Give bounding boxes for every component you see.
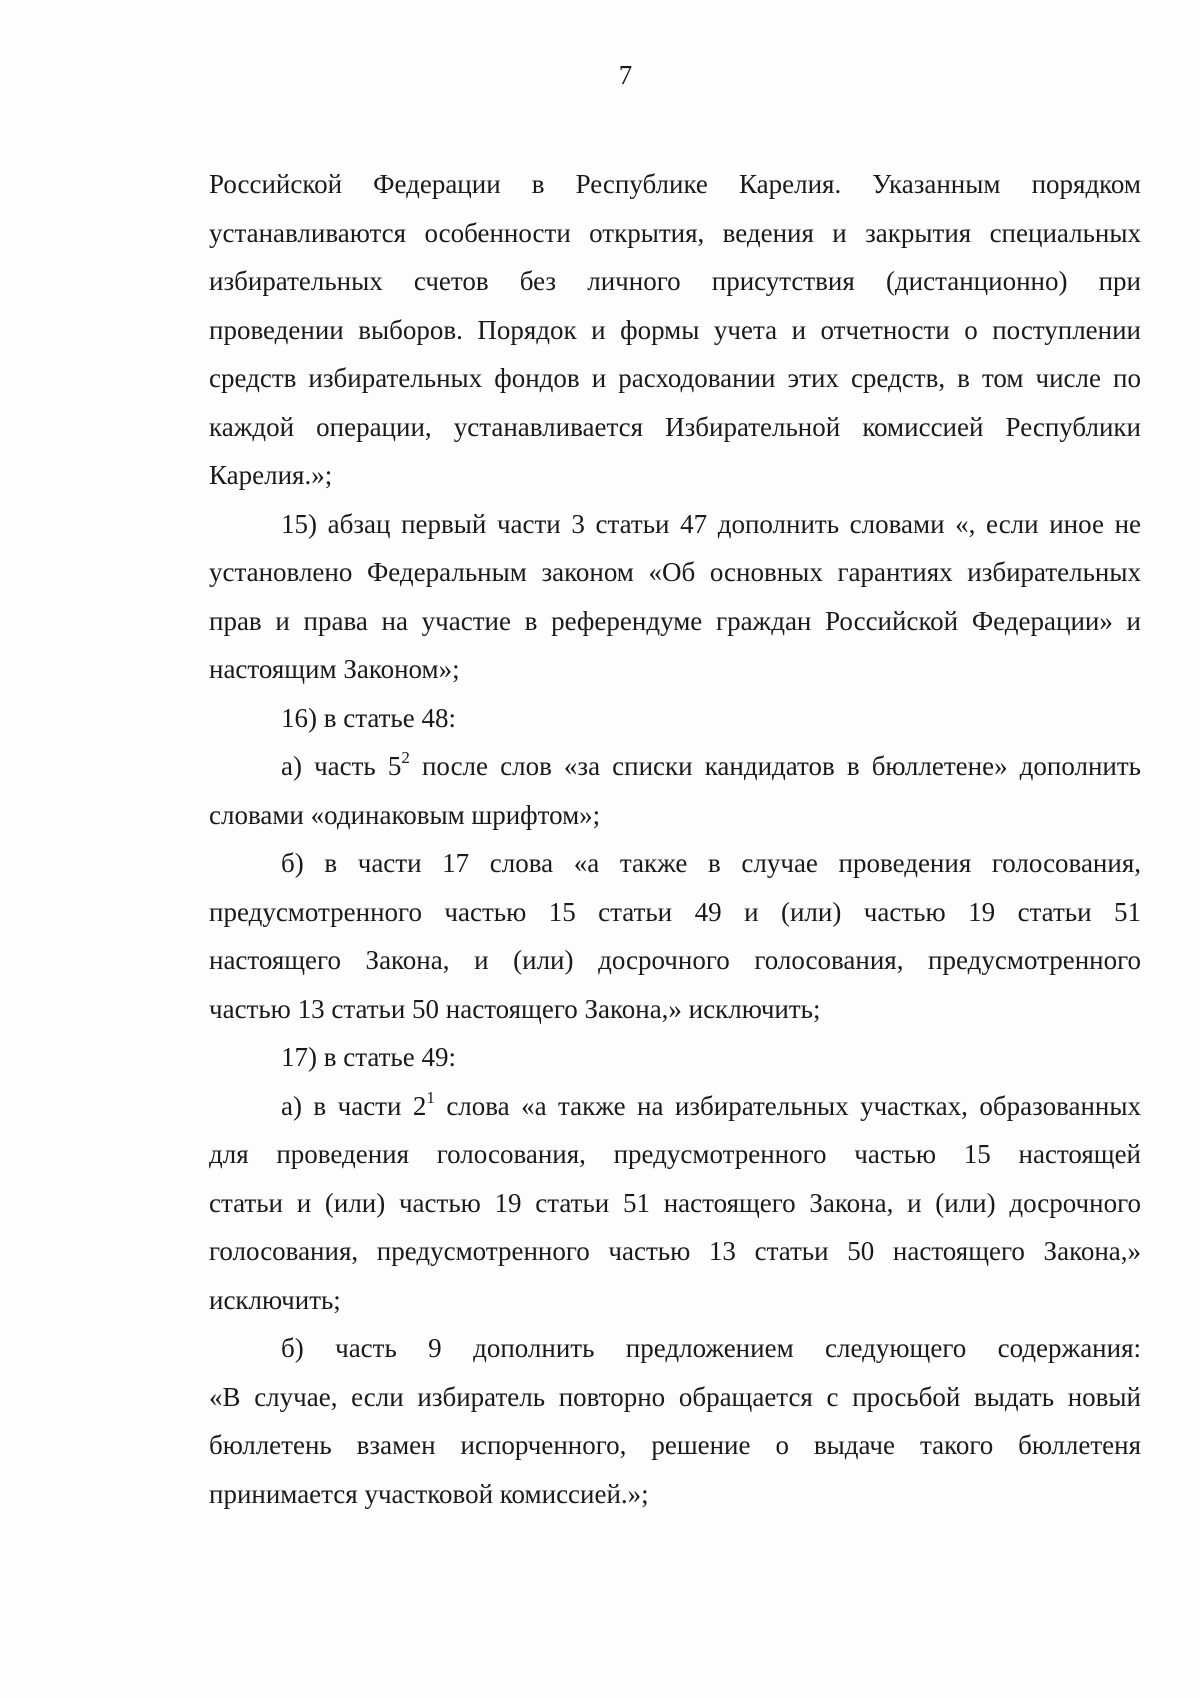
text-line <box>209 1082 1141 1131</box>
text-fragment: слова «а также на избирательных участках, образованных <box>434 1090 1141 1121</box>
text-line: предусмотренного частью 15 статьи 49 и (или) частью 19 статьи 51 <box>209 896 1141 927</box>
paragraph-item-17 <box>209 1033 1141 1082</box>
text-line: словами «одинаковым шрифтом»; <box>209 799 601 830</box>
text-line: принимается участковой комиссией.»; <box>209 1478 649 1509</box>
superscript: 2 <box>401 748 410 767</box>
text-line: Карелия.»; <box>209 460 333 490</box>
text-fragment: после слов «за списки кандидатов в бюллетене» дополнить <box>409 751 1141 781</box>
text-line: прав и права на участие в референдуме граждан Российской Федерации» и <box>209 605 1141 636</box>
text-line: 15) абзац первый части 3 статьи 47 дополнить словами «, если иное не <box>281 508 1141 539</box>
text-line <box>209 742 1141 791</box>
text-line: исключить; <box>209 1284 341 1315</box>
text-line: 17) в статье 49: <box>281 1042 456 1072</box>
paragraph-item-15 <box>209 500 1141 694</box>
paragraph-item-17b <box>209 1324 1141 1518</box>
text-line: б) часть 9 дополнить предложением следующего содержания: <box>281 1333 1141 1363</box>
page-number: 7 <box>618 60 633 90</box>
text-line: бюллетень взамен испорченного, решение о выдаче такого бюллетеня <box>209 1430 1141 1460</box>
text-line: средств избирательных фондов и расходовании этих средств, в том числе по <box>209 363 1141 393</box>
text-line: избирательных счетов без личного присутствия (дистанционно) при <box>209 266 1141 296</box>
superscript: 1 <box>426 1087 435 1107</box>
paragraph-item-17a <box>209 1082 1141 1325</box>
document-body <box>209 160 1141 1518</box>
paragraph-continuation <box>209 160 1141 500</box>
paragraph-item-16a <box>209 742 1141 839</box>
paragraph-item-16 <box>209 694 1141 743</box>
text-line: статьи и (или) частью 19 статьи 51 настоящего Закона, и (или) досрочного <box>209 1187 1141 1218</box>
text-line: настоящего Закона, и (или) досрочного голосования, предусмотренного <box>209 945 1141 975</box>
text-line: «В случае, если избиратель повторно обращается с просьбой выдать новый <box>209 1381 1141 1412</box>
text-fragment: а) часть 5 <box>281 751 402 781</box>
text-line: 16) в статье 48: <box>281 702 456 733</box>
text-line: для проведения голосования, предусмотренного частью 15 настоящей <box>209 1139 1141 1169</box>
text-line: настоящим Законом»; <box>209 654 460 684</box>
text-line: каждой операции, устанавливается Избирательной комиссией Республики <box>209 411 1141 442</box>
text-line: проведении выборов. Порядок и формы учета и отчетности о поступлении <box>209 314 1141 345</box>
text-line: установлено Федеральным законом «Об основных гарантиях избирательных <box>209 557 1141 587</box>
text-line: частью 13 статьи 50 настоящего Закона,» исключить; <box>209 993 821 1024</box>
text-line: голосования, предусмотренного частью 13 статьи 50 настоящего Закона,» <box>209 1236 1141 1266</box>
text-line: б) в части 17 слова «а также в случае проведения голосования, <box>281 848 1141 878</box>
text-line: Российской Федерации в Республике Карелия. Указанным порядком <box>209 169 1141 199</box>
text-fragment: а) в части 2 <box>281 1090 427 1121</box>
paragraph-item-16b <box>209 839 1141 1033</box>
text-line: устанавливаются особенности открытия, ведения и закрытия специальных <box>209 217 1141 248</box>
